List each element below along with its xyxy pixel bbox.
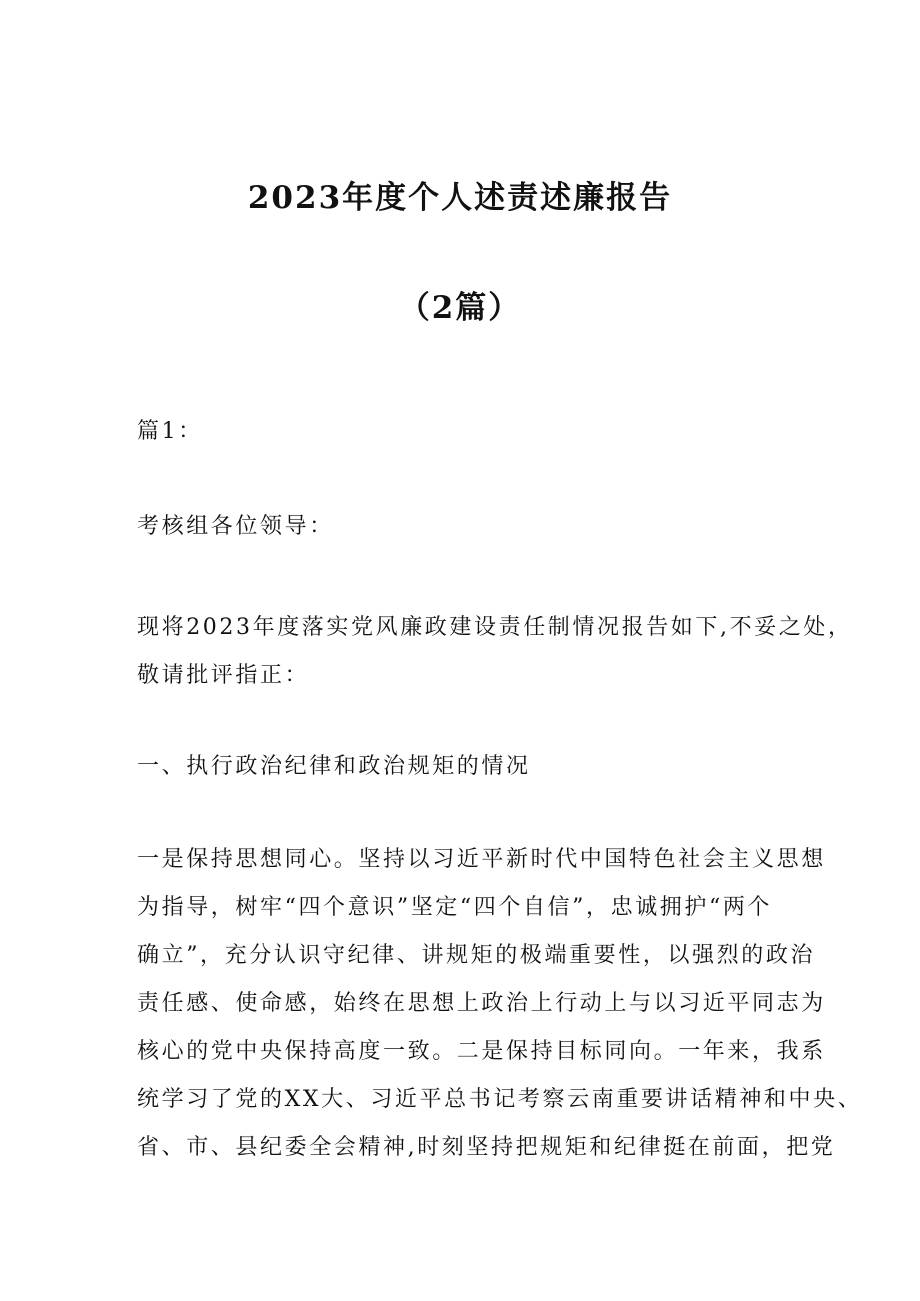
body-line: 为指导，树牢“四个意识”坚定“四个自信”，忠诚拥护“两个 <box>137 895 773 920</box>
body-line: 一是保持思想同心。坚持以习近平新时代中国特色社会主义思想 <box>137 847 826 872</box>
document-title: 2023年度个人述责述廉报告 <box>247 180 673 216</box>
body-paragraph <box>137 836 863 1172</box>
body-line: 确立”，充分认识守纪律、讲规矩的极端重要性，以强烈的政治 <box>137 943 816 968</box>
section-heading: 一、执行政治纪律和政治规矩的情况 <box>137 754 531 779</box>
body-line: 核心的党中央保持高度一致。二是保持目标同向。一年来，我系 <box>137 1039 826 1064</box>
intro-line: 敬请批评指正： <box>137 663 310 688</box>
section-label: 篇1： <box>137 419 203 444</box>
salutation: 考核组各位领导： <box>137 514 334 539</box>
document-subtitle: （2篇） <box>398 290 522 326</box>
intro-line: 现将2023年度落实党风廉政建设责任制情况报告如下,不妥之处， <box>137 615 853 640</box>
body-line: 省、市、县纪委全会精神,时刻坚持把规矩和纪律挺在前面，把党 <box>137 1135 836 1160</box>
body-line: 责任感、使命感，始终在思想上政治上行动上与以习近平同志为 <box>137 991 826 1016</box>
body-line: 统学习了党的XX大、习近平总书记考察云南重要讲话精神和中央、 <box>137 1087 863 1112</box>
intro-paragraph <box>137 604 853 700</box>
